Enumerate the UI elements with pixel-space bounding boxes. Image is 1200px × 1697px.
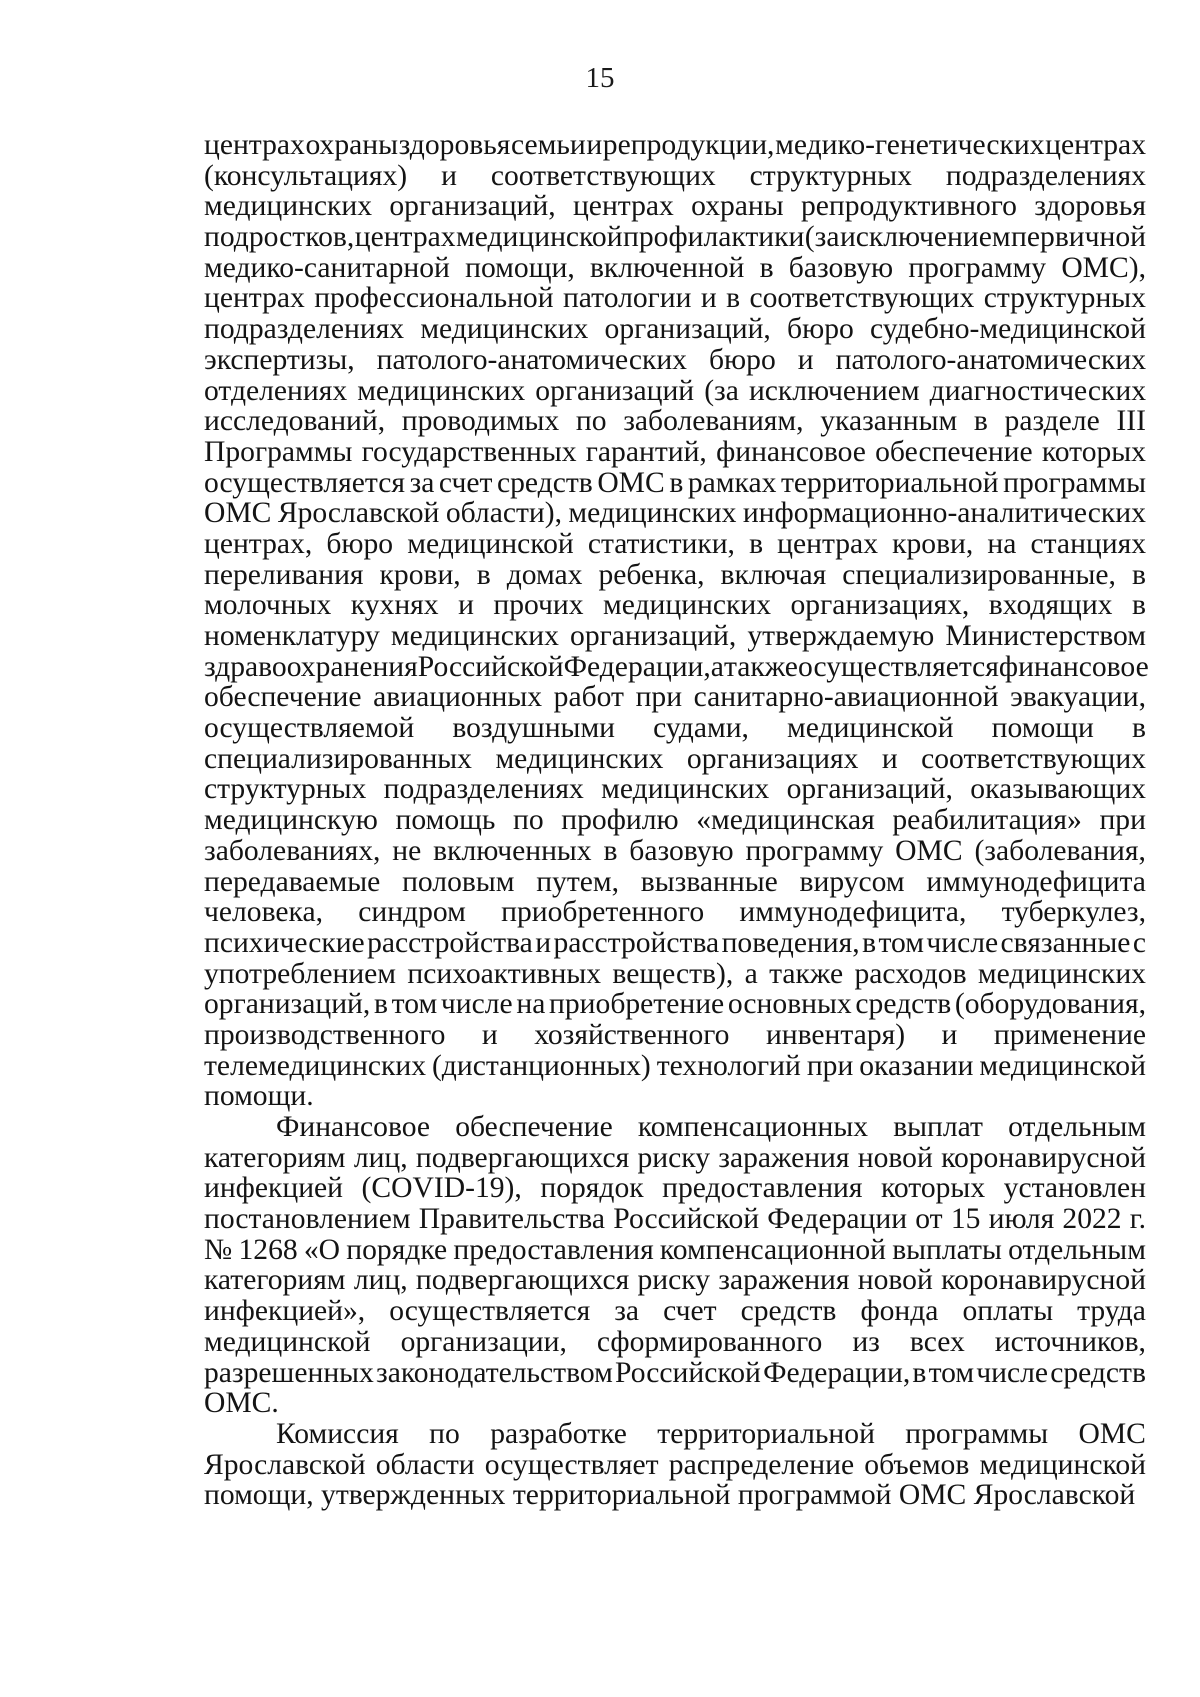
text-line: (консультациях) и соответствующих структурных подразделениях [204,159,1146,192]
text-line: осуществляется за счет средств ОМС в рамках территориальной программы [204,466,1146,499]
text-line: инфекцией», осуществляется за счет средств фонда оплаты труда [204,1295,1146,1328]
text-line: здравоохранения Российской Федерации, а также осуществляется финансовое [204,650,1149,683]
text-line: психические расстройства и расстройства поведения, в том числе связанные с [204,926,1146,959]
text-line: категориям лиц, подвергающихся риску заражения новой коронавирусной [204,1264,1146,1297]
text-line: Финансовое обеспечение компенсационных выплат отдельным [276,1111,1146,1143]
text-line: Комиссия по разработке территориальной программы ОМС [276,1417,1146,1450]
text-line: ОМС Ярославской области), медицинских информационно-аналитических [204,497,1146,530]
text-line: подразделениях медицинских организаций, бюро судебно-медицинской [204,313,1146,346]
page-number: 15 [585,62,615,94]
text-line: заболеваниях, не включенных в базовую программу ОМС (заболевания, [204,834,1146,867]
document-body [204,129,1149,1512]
text-line: медицинской организации, сформированного из всех источников, [204,1325,1146,1358]
text-line: медицинскую помощь по профилю «медицинская реабилитация» при [204,804,1146,837]
text-line: экспертизы, патолого-анатомических бюро и патолого-анатомических [204,343,1146,376]
text-line: номенклатуру медицинских организаций, утверждаемую Министерством [204,620,1146,652]
text-line: подростков, центрах медицинской профилактики (за исключением первичной [204,221,1146,254]
text-line: постановлением Правительства Российской Федерации от 15 июля 2022 г. [204,1203,1146,1236]
text-line: медицинских организаций, центрах охраны репродуктивного здоровья [204,190,1146,223]
paragraph [204,129,1149,1113]
text-line: осуществляемой воздушными судами, медицинской помощи в [204,712,1146,745]
text-line: структурных подразделениях медицинских организаций, оказывающих [204,773,1146,806]
text-line: разрешенных законодательством Российской Федерации, в том числе средств [204,1356,1146,1389]
paragraph [204,1419,1146,1511]
text-line: центрах профессиональной патологии и в соответствующих структурных [204,282,1146,315]
text-line: человека, синдром приобретенного иммунодефицита, туберкулез, [204,896,1146,929]
text-line: обеспечение авиационных работ при санитарно-авиационной эвакуации, [204,681,1146,714]
text-line: помощи. [204,1080,314,1113]
text-line: Ярославской области осуществляет распределение объемов медицинской [204,1448,1146,1481]
text-line: центрах охраны здоровья семьи и репродукции, медико-генетических центрах [204,129,1146,161]
text-line: № 1268 «О порядке предоставления компенсационной выплаты отдельным [204,1233,1146,1266]
text-line: организаций, в том числе на приобретение основных средств (оборудования, [204,988,1146,1021]
text-line: отделениях медицинских организаций (за исключением диагностических [204,374,1146,407]
text-line: помощи, утвержденных территориальной программой ОМС Ярославской [204,1479,1136,1512]
text-line: употреблением психоактивных веществ), а также расходов медицинских [204,957,1146,990]
text-line: исследований, проводимых по заболеваниям, указанным в разделе III [204,405,1146,438]
text-line: Программы государственных гарантий, финансовое обеспечение которых [204,435,1146,468]
text-line: телемедицинских (дистанционных) технологий при оказании медицинской [204,1049,1146,1082]
text-line: производственного и хозяйственного инвентаря) и применение [204,1018,1146,1051]
text-line: переливания крови, в домах ребенка, включая специализированные, в [204,558,1146,591]
text-line: молочных кухнях и прочих медицинских организациях, входящих в [204,589,1146,622]
text-line: центрах, бюро медицинской статистики, в центрах крови, на станциях [204,527,1146,560]
text-line: категориям лиц, подвергающихся риску заражения новой коронавирусной [204,1141,1146,1174]
text-line: ОМС. [204,1387,279,1420]
text-line: медико-санитарной помощи, включенной в базовую программу ОМС), [204,251,1146,284]
text-line: инфекцией (COVID-19), порядок предоставления которых установлен [204,1172,1146,1205]
text-line: специализированных медицинских организациях и соответствующих [204,742,1146,775]
text-line: передаваемые половым путем, вызванные вирусом иммунодефицита [204,865,1146,898]
paragraph [204,1112,1146,1419]
